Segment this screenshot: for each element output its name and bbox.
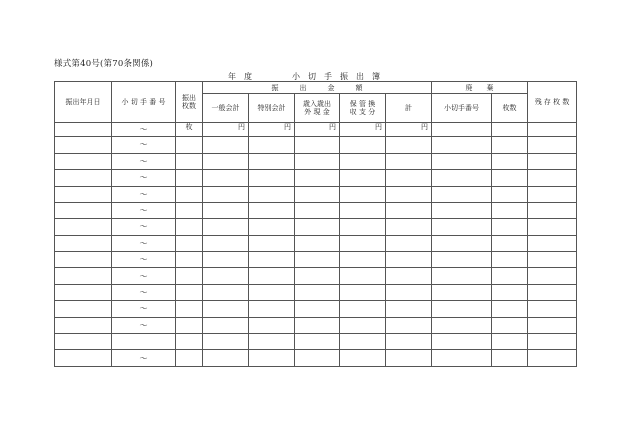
cell-check-number[interactable] xyxy=(112,350,176,367)
cell-special-account[interactable] xyxy=(249,252,295,268)
cell-remaining-count[interactable] xyxy=(528,153,577,169)
cell-revenue-cash[interactable] xyxy=(295,350,340,367)
cell-issue-date[interactable] xyxy=(55,268,112,284)
range-mark: 〜 xyxy=(139,156,148,166)
cell-general-account[interactable] xyxy=(203,170,249,186)
unit-count: 枚 xyxy=(176,123,203,137)
cell-custody-transfer[interactable] xyxy=(340,284,386,300)
cell-general-account[interactable] xyxy=(203,268,249,284)
cell-remaining-count[interactable] xyxy=(528,170,577,186)
cell-void-check-number[interactable] xyxy=(432,317,492,333)
cell-void-count[interactable] xyxy=(492,301,528,317)
cell-issued-count[interactable] xyxy=(176,317,203,333)
cell-general-account[interactable] xyxy=(203,301,249,317)
cell-void-count[interactable] xyxy=(492,186,528,202)
cell-revenue-cash[interactable] xyxy=(295,153,340,169)
cell-check-number[interactable] xyxy=(112,202,176,218)
cell-issued-count[interactable] xyxy=(176,334,203,350)
cell-void-check-number[interactable] xyxy=(432,123,492,137)
header-custody-line1: 保 管 換 xyxy=(349,100,376,109)
cell-void-check-number[interactable] xyxy=(432,284,492,300)
cell-revenue-cash[interactable] xyxy=(295,334,340,350)
cell-general-account[interactable] xyxy=(203,219,249,235)
cell-general-account[interactable] xyxy=(203,317,249,333)
cell-remaining-count[interactable] xyxy=(528,202,577,218)
unit-yen-revenue: 円 xyxy=(295,123,340,137)
cell-check-number[interactable] xyxy=(112,137,176,153)
cell-custody-transfer[interactable] xyxy=(340,301,386,317)
cell-custody-transfer[interactable] xyxy=(340,186,386,202)
cell-custody-transfer[interactable] xyxy=(340,219,386,235)
cell-total[interactable] xyxy=(386,219,432,235)
cell-issued-count[interactable] xyxy=(176,301,203,317)
cell-void-count[interactable] xyxy=(492,219,528,235)
cell-void-check-number[interactable] xyxy=(432,235,492,251)
cell-custody-transfer[interactable] xyxy=(340,153,386,169)
cell-remaining-count[interactable] xyxy=(528,334,577,350)
cell-check-number[interactable] xyxy=(112,317,176,333)
header-amount-group: 振 出 金 額 xyxy=(203,82,432,94)
table-row xyxy=(55,137,577,153)
cell-revenue-cash[interactable] xyxy=(295,252,340,268)
cell-void-count[interactable] xyxy=(492,170,528,186)
header-special-account: 特別会計 xyxy=(249,94,295,123)
cell-remaining-count[interactable] xyxy=(528,350,577,367)
cell-remaining-count[interactable] xyxy=(528,301,577,317)
range-mark: 〜 xyxy=(139,353,148,363)
cell-void-count[interactable] xyxy=(492,334,528,350)
range-mark: 〜 xyxy=(112,123,176,137)
cell-void-check-number[interactable] xyxy=(432,153,492,169)
header-general-account: 一般会計 xyxy=(203,94,249,123)
cell-revenue-cash[interactable] xyxy=(295,186,340,202)
cell-issued-count[interactable] xyxy=(176,186,203,202)
cell-general-account[interactable] xyxy=(203,334,249,350)
cell-special-account[interactable] xyxy=(249,268,295,284)
unit-yen-custody: 円 xyxy=(340,123,386,137)
range-mark: 〜 xyxy=(139,238,148,248)
cell-issued-count[interactable] xyxy=(176,153,203,169)
cell-revenue-cash[interactable] xyxy=(295,219,340,235)
table-row xyxy=(55,170,577,186)
cell-void-check-number[interactable] xyxy=(432,186,492,202)
form-number: 様式第40号(第70条関係) xyxy=(54,59,154,69)
cell-total[interactable] xyxy=(386,202,432,218)
cell-custody-transfer[interactable] xyxy=(340,235,386,251)
cell-total[interactable] xyxy=(386,235,432,251)
cell-void-count[interactable] xyxy=(492,284,528,300)
cell-revenue-cash[interactable] xyxy=(295,137,340,153)
cell-check-number[interactable] xyxy=(112,334,176,350)
cell-total[interactable] xyxy=(386,350,432,367)
cell-general-account[interactable] xyxy=(203,235,249,251)
cell-void-count[interactable] xyxy=(492,153,528,169)
range-mark: 〜 xyxy=(139,222,148,232)
cell-remaining-count[interactable] xyxy=(528,186,577,202)
header-total: 計 xyxy=(386,94,432,123)
cell-check-number[interactable] xyxy=(112,170,176,186)
cell-special-account[interactable] xyxy=(249,235,295,251)
cell-custody-transfer[interactable] xyxy=(340,268,386,284)
cell-remaining-count[interactable] xyxy=(528,317,577,333)
unit-yen-total: 円 xyxy=(386,123,432,137)
cell-general-account[interactable] xyxy=(203,202,249,218)
cell-total[interactable] xyxy=(386,170,432,186)
cell-void-count[interactable] xyxy=(492,235,528,251)
header-revenue-line2: 外 現 金 xyxy=(304,108,330,117)
cell-void-count[interactable] xyxy=(492,268,528,284)
cell-issued-count[interactable] xyxy=(176,235,203,251)
cell-special-account[interactable] xyxy=(249,202,295,218)
cell-revenue-cash[interactable] xyxy=(295,301,340,317)
cell-void-check-number[interactable] xyxy=(432,202,492,218)
cell-void-count[interactable] xyxy=(492,252,528,268)
cell-total[interactable] xyxy=(386,301,432,317)
cell-void-check-number[interactable] xyxy=(432,350,492,367)
range-mark: 〜 xyxy=(139,206,148,215)
cell-issued-count[interactable] xyxy=(176,284,203,300)
cell-general-account[interactable] xyxy=(203,350,249,367)
cell-void-count[interactable] xyxy=(492,202,528,218)
cell-void-check-number[interactable] xyxy=(432,301,492,317)
cell-issued-count[interactable] xyxy=(176,252,203,268)
cell-special-account[interactable] xyxy=(249,317,295,333)
units-row xyxy=(55,123,577,137)
header-void-check-number: 小切手番号 xyxy=(432,94,492,123)
header-check-number: 小 切 手 番 号 xyxy=(112,82,176,123)
cell-issue-date[interactable] xyxy=(55,334,112,350)
cell-remaining-count[interactable] xyxy=(528,137,577,153)
range-mark: 〜 xyxy=(139,189,148,199)
cell-special-account[interactable] xyxy=(249,301,295,317)
cell-issue-date[interactable] xyxy=(55,252,112,268)
cell-issue-date[interactable] xyxy=(55,137,112,153)
range-mark: 〜 xyxy=(139,173,148,183)
cell-special-account[interactable] xyxy=(249,137,295,153)
header-revenue-line1: 歳入歳出 xyxy=(303,100,331,109)
cell-special-account[interactable] xyxy=(249,334,295,350)
cell-void-count[interactable] xyxy=(492,317,528,333)
table-row xyxy=(55,186,577,202)
table-row xyxy=(55,317,577,333)
cell-remaining-count[interactable] xyxy=(528,268,577,284)
table-row xyxy=(55,202,577,218)
cell-general-account[interactable] xyxy=(203,284,249,300)
cell-special-account[interactable] xyxy=(249,350,295,367)
header-void-count: 枚数 xyxy=(492,94,528,123)
cell-issue-date[interactable] xyxy=(55,317,112,333)
header-remaining-count: 残 存 枚 数 xyxy=(528,82,577,123)
cell-void-count[interactable] xyxy=(492,137,528,153)
cell-void-check-number[interactable] xyxy=(432,252,492,268)
table-row xyxy=(55,284,577,300)
cell-check-number[interactable] xyxy=(112,235,176,251)
cell-revenue-cash[interactable] xyxy=(295,284,340,300)
cell-void-check-number[interactable] xyxy=(432,170,492,186)
cell-issue-date[interactable] xyxy=(55,170,112,186)
cell-custody-transfer[interactable] xyxy=(340,334,386,350)
cell-issue-date[interactable] xyxy=(55,284,112,300)
cell-issue-date[interactable] xyxy=(55,219,112,235)
cell-custody-transfer[interactable] xyxy=(340,317,386,333)
cell-issue-date[interactable] xyxy=(55,235,112,251)
cell-check-number[interactable] xyxy=(112,252,176,268)
table-row xyxy=(55,334,577,350)
header-revenue-cash xyxy=(295,94,340,123)
cell-issue-date[interactable] xyxy=(55,350,112,367)
table-row xyxy=(55,219,577,235)
cell-issue-date[interactable] xyxy=(55,153,112,169)
header-issued-count-line2: 枚数 xyxy=(182,102,196,110)
header-issue-date: 振出年月日 xyxy=(55,82,112,123)
cell-custody-transfer[interactable] xyxy=(340,202,386,218)
cell-total[interactable] xyxy=(386,137,432,153)
cell-void-check-number[interactable] xyxy=(432,334,492,350)
table-row xyxy=(55,252,577,268)
header-issued-count-line1: 振出 xyxy=(182,93,196,102)
cell-void-check-number[interactable] xyxy=(432,219,492,235)
cell-special-account[interactable] xyxy=(249,170,295,186)
ledger-title: 年 度 小 切 手 振 出 簿 xyxy=(228,72,380,81)
range-mark: 〜 xyxy=(139,287,148,297)
cell-remaining-count[interactable] xyxy=(528,235,577,251)
cell-check-number[interactable] xyxy=(112,268,176,284)
cell-custody-transfer[interactable] xyxy=(340,252,386,268)
cell-issue-date[interactable] xyxy=(55,202,112,218)
table-row xyxy=(55,235,577,251)
cell-issued-count[interactable] xyxy=(176,202,203,218)
cell-void-check-number[interactable] xyxy=(432,137,492,153)
check-issue-ledger xyxy=(54,81,577,367)
cell-total[interactable] xyxy=(386,268,432,284)
cell-revenue-cash[interactable] xyxy=(295,235,340,251)
range-mark: 〜 xyxy=(139,255,148,265)
cell-special-account[interactable] xyxy=(249,219,295,235)
cell-issued-count[interactable] xyxy=(176,219,203,235)
cell-issued-count[interactable] xyxy=(176,137,203,153)
cell-custody-transfer[interactable] xyxy=(340,350,386,367)
unit-yen-special: 円 xyxy=(249,123,295,137)
header-issued-count xyxy=(176,82,203,123)
table-row xyxy=(55,350,577,367)
header-custody-line2: 収 支 分 xyxy=(349,108,376,117)
range-mark: 〜 xyxy=(139,271,148,281)
cell-general-account[interactable] xyxy=(203,252,249,268)
cell-special-account[interactable] xyxy=(249,186,295,202)
cell-total[interactable] xyxy=(386,284,432,300)
range-mark: 〜 xyxy=(139,140,148,150)
cell-custody-transfer[interactable] xyxy=(340,170,386,186)
cell-issued-count[interactable] xyxy=(176,170,203,186)
cell-special-account[interactable] xyxy=(249,153,295,169)
cell-revenue-cash[interactable] xyxy=(295,317,340,333)
cell-check-number[interactable] xyxy=(112,153,176,169)
cell-special-account[interactable] xyxy=(249,284,295,300)
cell-revenue-cash[interactable] xyxy=(295,268,340,284)
cell-general-account[interactable] xyxy=(203,186,249,202)
cell-issued-count[interactable] xyxy=(176,268,203,284)
cell-total[interactable] xyxy=(386,317,432,333)
header-custody-transfer xyxy=(340,94,386,123)
cell-issue-date[interactable] xyxy=(55,301,112,317)
cell-void-count[interactable] xyxy=(492,123,528,137)
unit-yen-general: 円 xyxy=(203,123,249,137)
cell-total[interactable] xyxy=(386,153,432,169)
cell-revenue-cash[interactable] xyxy=(295,170,340,186)
table-row xyxy=(55,153,577,169)
table-row xyxy=(55,301,577,317)
cell-general-account[interactable] xyxy=(203,153,249,169)
cell-issued-count[interactable] xyxy=(176,350,203,367)
cell-remaining-count[interactable] xyxy=(528,219,577,235)
cell-void-check-number[interactable] xyxy=(432,268,492,284)
cell-total[interactable] xyxy=(386,252,432,268)
header-void-group: 廃 棄 xyxy=(432,82,528,94)
cell-total[interactable] xyxy=(386,334,432,350)
cell-check-number[interactable] xyxy=(112,284,176,300)
range-mark: 〜 xyxy=(139,320,148,330)
cell-issue-date[interactable] xyxy=(55,123,112,137)
cell-remaining-count[interactable] xyxy=(528,252,577,268)
cell-check-number[interactable] xyxy=(112,186,176,202)
cell-check-number[interactable] xyxy=(112,301,176,317)
cell-remaining-count[interactable] xyxy=(528,123,577,137)
cell-revenue-cash[interactable] xyxy=(295,202,340,218)
range-mark: 〜 xyxy=(139,304,148,314)
cell-check-number[interactable] xyxy=(112,219,176,235)
cell-remaining-count[interactable] xyxy=(528,284,577,300)
cell-issue-date[interactable] xyxy=(55,186,112,202)
cell-void-count[interactable] xyxy=(492,350,528,367)
cell-custody-transfer[interactable] xyxy=(340,137,386,153)
table-row xyxy=(55,268,577,284)
cell-general-account[interactable] xyxy=(203,137,249,153)
cell-total[interactable] xyxy=(386,186,432,202)
